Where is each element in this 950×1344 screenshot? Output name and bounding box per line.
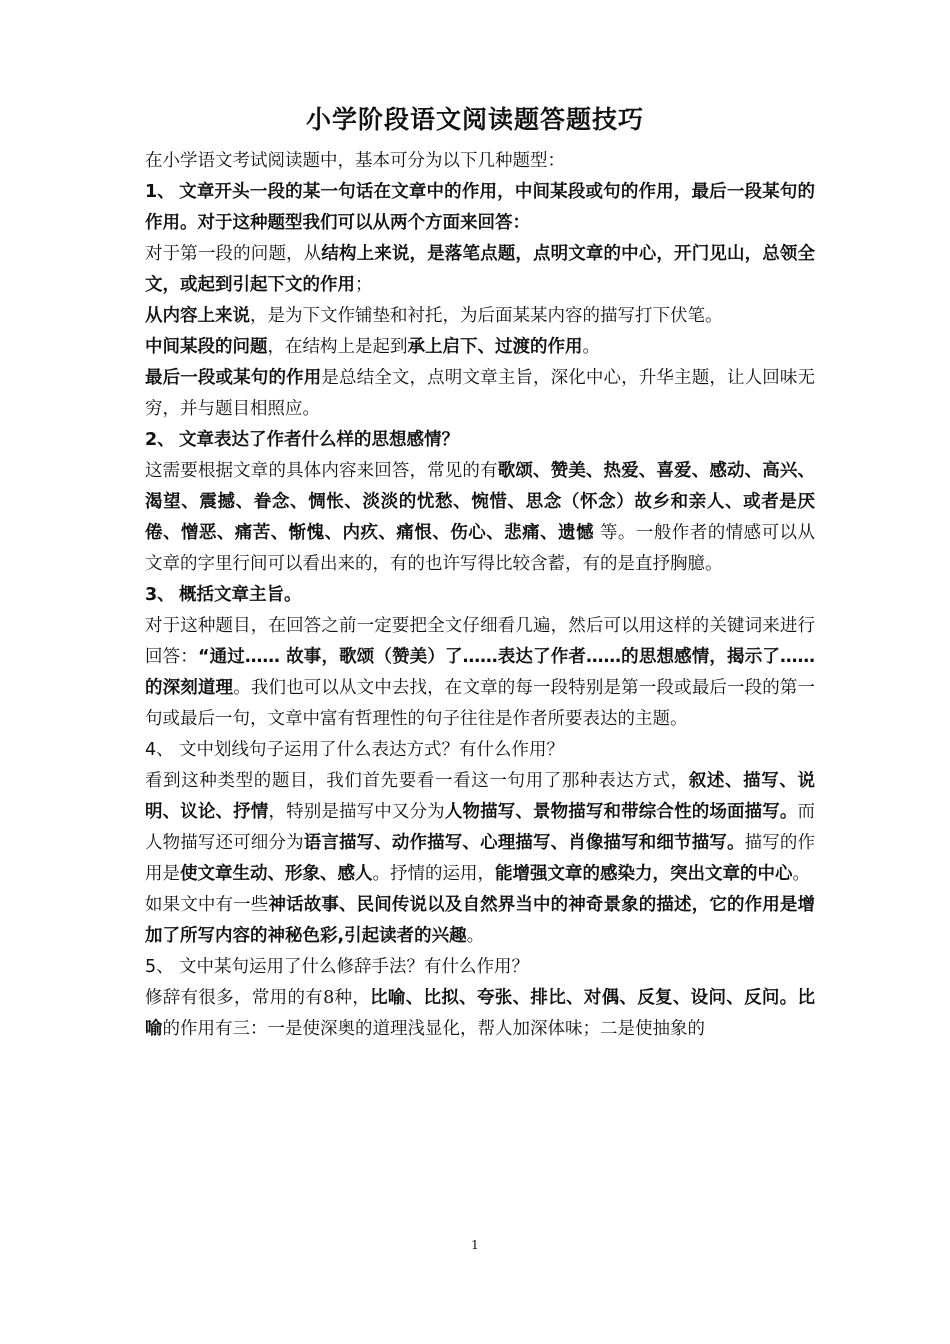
body-paragraph bbox=[145, 890, 815, 952]
text-segment: 是总结全文，点明文章主旨，深化中心，升华主题，让人回味无穷，并与题目相照应。 bbox=[145, 368, 816, 419]
bold-text: 结构上来说，是落笔点题，点明文章的中心，开门见山，总领全文，或起到引起下文的作用 bbox=[145, 244, 816, 295]
bold-text: 歌颂、赞美、热爱、喜爱、感动、高兴、渴望、震撼、眷念、惆怅、淡淡的忧愁、惋惜、思念（怀念）故乡和亲人、或者是厌倦、憎恶、痛苦、惭愧、内疚、痛恨、伤心、悲痛、遗憾 bbox=[145, 461, 815, 543]
heading-number: 1、 bbox=[145, 182, 175, 202]
section-heading bbox=[145, 177, 815, 239]
body-paragraph bbox=[145, 611, 815, 735]
bold-text: 中间某段的问题 bbox=[145, 337, 268, 357]
text-segment: 文中某句运用了什么修辞手法？有什么作用？ bbox=[179, 957, 529, 977]
bold-text: 从内容上来说 bbox=[145, 306, 250, 326]
text-segment: 修辞有很多，常用的有8种， bbox=[145, 988, 371, 1008]
body-paragraph bbox=[145, 456, 815, 580]
body-paragraph bbox=[145, 301, 815, 332]
text-segment: ，特别是描写中又分为 bbox=[268, 802, 445, 822]
bold-text: 最后一段或某句的作用 bbox=[145, 368, 322, 388]
bold-text: 人物描写、景物描写和带综合性的场面描写。 bbox=[444, 802, 798, 822]
text-segment: 。 bbox=[792, 864, 810, 884]
text-segment: 的作用有三：一是使深奥的道理浅显化，帮人加深体味；二是使抽象的 bbox=[162, 1019, 705, 1039]
text-segment: 如果文中有一些 bbox=[145, 895, 269, 915]
bold-text: 语言描写、动作描写、心理描写、肖像描写和细节描写。 bbox=[303, 833, 745, 853]
body-paragraph bbox=[145, 766, 815, 890]
text-segment: 这需要根据文章的具体内容来回答，常见的有 bbox=[145, 461, 498, 481]
section-heading bbox=[145, 952, 815, 983]
bold-text: 能增强文章的感染力，突出文章的中心 bbox=[495, 864, 793, 884]
text-segment: 文中划线句子运用了什么表达方式？有什么作用？ bbox=[179, 740, 564, 760]
bold-text: “通过…… 故事，歌颂（赞美）了……表达了作者……的思想感情，揭示了……的深刻道理 bbox=[145, 647, 816, 698]
heading-number: 5、 bbox=[145, 957, 174, 977]
heading-number: 3、 bbox=[145, 585, 175, 605]
text-segment: 。抒情的运用， bbox=[372, 864, 495, 884]
text-segment: 对于第一段的问题，从 bbox=[145, 244, 322, 264]
bold-text: 比喻、比拟、夸张、排比、对偶、反复、设问、反问。比喻 bbox=[145, 988, 815, 1039]
text-segment: 等。一般作者的情感可以从文章的字里行间可以看出来的，有的也许写得比较含蓄，有的是直抒胸臆。 bbox=[145, 523, 816, 574]
bold-text: 神话故事、民间传说以及自然界当中的神奇景象的描述，它的作用是增加了所写内容的神秘色彩,引起读者的兴趣 bbox=[145, 895, 816, 946]
heading-number: 4、 bbox=[145, 740, 174, 760]
text-segment: 。 bbox=[582, 337, 600, 357]
bold-text: 叙述、描写、说明、议论、抒情 bbox=[145, 771, 815, 822]
page-number: 1 bbox=[471, 1238, 479, 1252]
bold-text: 承上启下、过渡的作用 bbox=[407, 337, 583, 357]
bold-text: 文章开头一段的某一句话在文章中的作用，中间某段或句的作用，最后一段某句的作用。对于这种题型我们可以从两个方面来回答： bbox=[145, 182, 815, 233]
body-paragraph bbox=[145, 983, 815, 1045]
body-paragraph bbox=[145, 239, 815, 301]
text-segment: ，是为下文作铺垫和衬托，为后面某某内容的描写打下伏笔。 bbox=[250, 306, 723, 326]
bold-text: 概括文章主旨。 bbox=[179, 585, 302, 605]
section-heading bbox=[145, 735, 815, 766]
text-segment: 对于这种题目，在回答之前一定要把全文仔细看几遍，然后可以用这样的关键词来进行回答： bbox=[145, 616, 815, 667]
section-heading bbox=[145, 425, 815, 456]
text-segment: 。我们也可以从文中去找，在文章的每一段特别是第一段或最后一段的第一句或最后一句，文章中富有哲理性的句子往往是作者所要表达的主题。 bbox=[145, 678, 816, 729]
section-heading bbox=[145, 580, 815, 611]
text-segment: 描写的作用是 bbox=[145, 833, 816, 884]
text-segment: 在小学语文考试阅读题中，基本可分为以下几种题型： bbox=[145, 151, 565, 171]
text-segment: ； bbox=[355, 275, 373, 295]
heading-number: 2、 bbox=[145, 430, 175, 450]
text-segment: ，在结构上是起到 bbox=[267, 337, 408, 357]
body-paragraph bbox=[145, 332, 815, 363]
text-segment: 而人物描写还可细分为 bbox=[145, 802, 816, 853]
body-paragraph bbox=[145, 363, 815, 425]
document-title: 小学阶段语文阅读题答题技巧 bbox=[305, 105, 644, 134]
bold-text: 文章表达了作者什么样的思想感情？ bbox=[179, 430, 459, 450]
bold-text: 使文章生动、形象、感人 bbox=[180, 864, 373, 884]
document-body bbox=[145, 146, 815, 1045]
body-paragraph bbox=[145, 146, 815, 177]
text-segment: 。 bbox=[466, 926, 485, 946]
text-segment: 看到这种类型的题目，我们首先要看一看这一句用了那种表达方式， bbox=[145, 771, 689, 791]
